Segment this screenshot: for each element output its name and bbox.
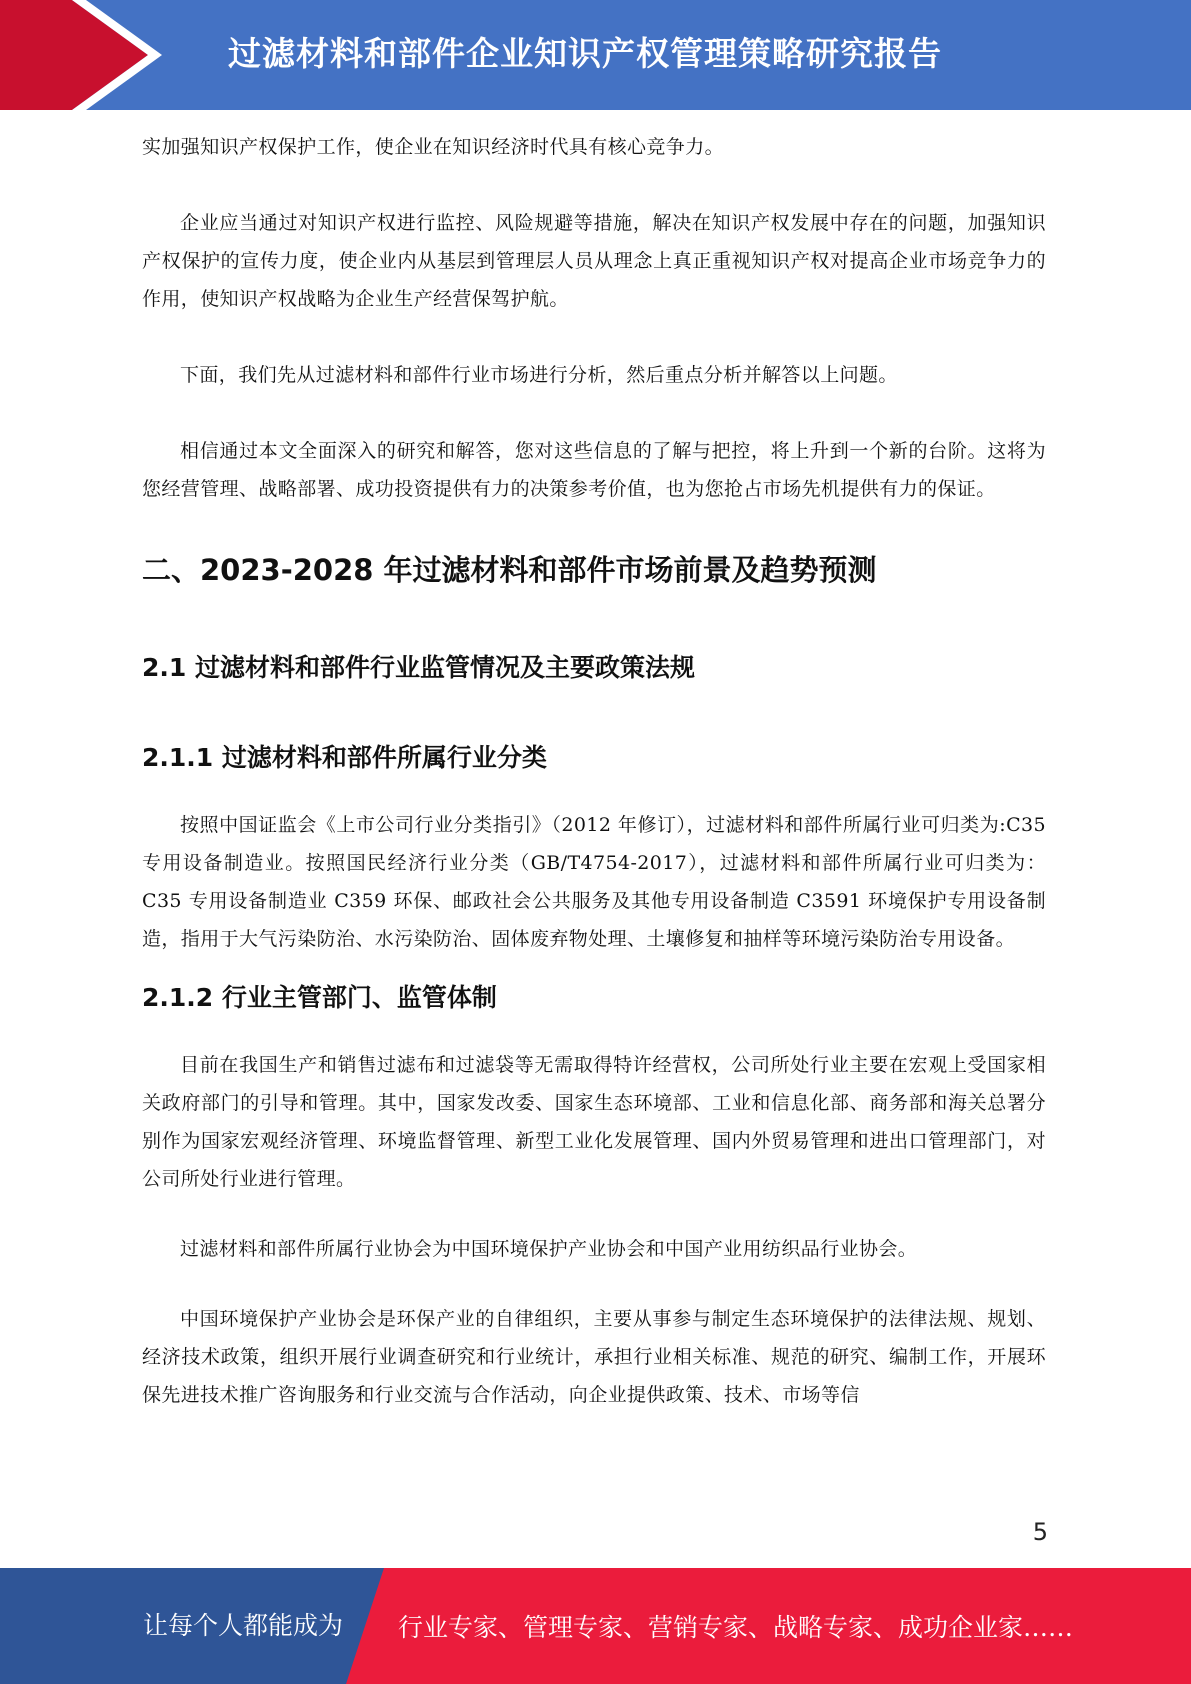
- paragraph: 按照中国证监会《上市公司行业分类指引》（2012 年修订），过滤材料和部件所属行业可归类为:C35 专用设备制造业。按照国民经济行业分类（GB/T4754-2017），过滤材料和部件所属行业可归类为：C35 专用设备制造业 C359 环保、邮政社会公共服务及其他专用设备制造 C3591 环境保护专用设备制造，指用于大气污染防治、水污染防治、固体废弃物处理、土壤修复和抽样等环境污染防治专用设备。: [142, 814, 1046, 950]
- subsection-heading: 2.1.2 行业主管部门、监管体制: [142, 983, 497, 1012]
- subsection-heading: 2.1 过滤材料和部件行业监管情况及主要政策法规: [142, 653, 695, 682]
- footer-slogan-right: 行业专家、管理专家、营销专家、战略专家、成功企业家……: [398, 1613, 1074, 1642]
- report-title: 过滤材料和部件企业知识产权管理策略研究报告: [228, 34, 942, 73]
- footer-slogan-left: 让每个人都能成为: [143, 1611, 344, 1640]
- page-content: [142, 128, 1046, 1414]
- page-number: 5: [1032, 1518, 1048, 1546]
- paragraph: 下面，我们先从过滤材料和部件行业市场进行分析，然后重点分析并解答以上问题。: [180, 364, 898, 386]
- page-footer: [0, 1568, 1191, 1684]
- page-header: [0, 0, 1191, 110]
- paragraph: 过滤材料和部件所属行业协会为中国环境保护产业协会和中国产业用纺织品行业协会。: [180, 1238, 918, 1260]
- paragraph: 中国环境保护产业协会是环保产业的自律组织，主要从事参与制定生态环境保护的法律法规、规划、经济技术政策，组织开展行业调查研究和行业统计，承担行业相关标准、规范的研究、编制工作，开展环保先进技术推广咨询服务和行业交流与合作活动，向企业提供政策、技术、市场等信: [142, 1308, 1046, 1406]
- subsection-heading: 2.1.1 过滤材料和部件所属行业分类: [142, 743, 547, 772]
- section-heading: 二、2023-2028 年过滤材料和部件市场前景及趋势预测: [142, 553, 877, 587]
- paragraph: 企业应当通过对知识产权进行监控、风险规避等措施，解决在知识产权发展中存在的问题，加强知识产权保护的宣传力度，使企业内从基层到管理层人员从理念上真正重视知识产权对提高企业市场竞争力的作用，使知识产权战略为企业生产经营保驾护航。: [142, 212, 1046, 310]
- paragraph: 相信通过本文全面深入的研究和解答，您对这些信息的了解与把控，将上升到一个新的台阶。这将为您经营管理、战略部署、成功投资提供有力的决策参考价值，也为您抢占市场先机提供有力的保证。: [142, 440, 1046, 500]
- paragraph: 实加强知识产权保护工作，使企业在知识经济时代具有核心竞争力。: [142, 136, 725, 158]
- paragraph: 目前在我国生产和销售过滤布和过滤袋等无需取得特许经营权，公司所处行业主要在宏观上受国家相关政府部门的引导和管理。其中，国家发改委、国家生态环境部、工业和信息化部、商务部和海关总署分别作为国家宏观经济管理、环境监督管理、新型工业化发展管理、国内外贸易管理和进出口管理部门，对公司所处行业进行管理。: [142, 1054, 1046, 1190]
